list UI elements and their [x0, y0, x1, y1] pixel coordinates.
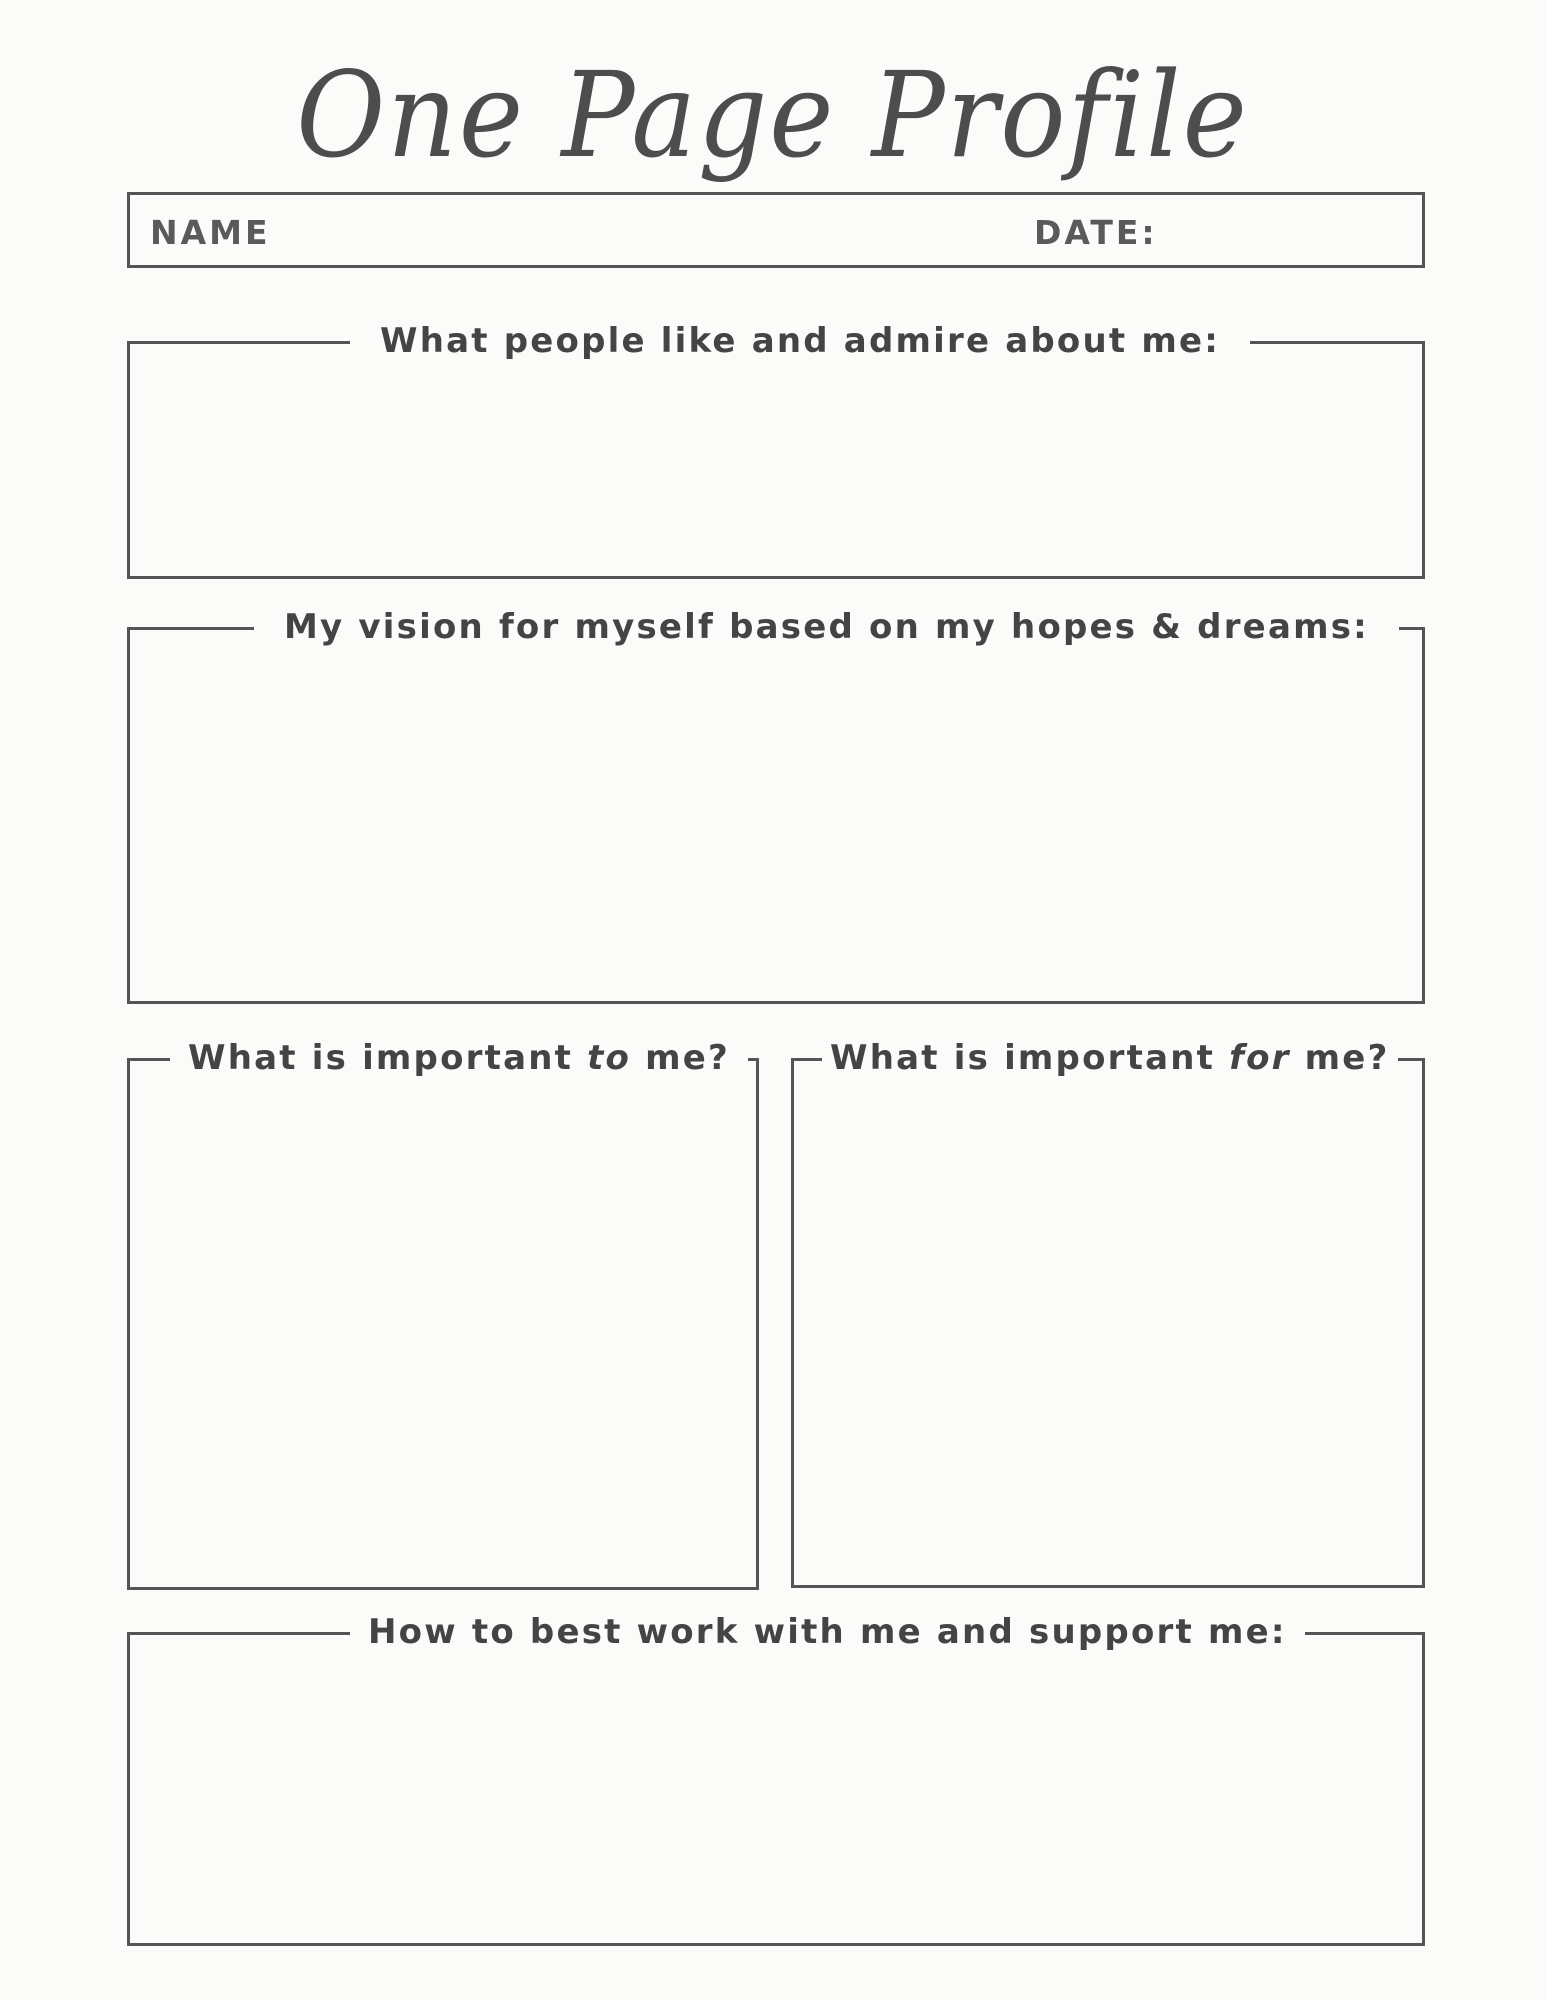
page-title: One Page Profile [296, 46, 1249, 184]
vision-section-box[interactable] [127, 607, 1425, 1004]
important-to-me-label-prefix: What is important [188, 1038, 588, 1078]
important-for-me-label-suffix: me? [1290, 1038, 1390, 1078]
important-to-me-label [170, 1033, 748, 1083]
support-section-label: How to best work with me and support me: [350, 1607, 1305, 1657]
important-for-me-label-emphasis: for [1229, 1038, 1291, 1078]
important-to-me-label-suffix: me? [631, 1038, 730, 1078]
vision-section-label: My vision for myself based on my hopes & dreams: [254, 602, 1399, 652]
date-label: DATE: [1034, 213, 1158, 252]
important-to-me-label-emphasis: to [587, 1038, 632, 1078]
important-for-me-label-prefix: What is important [830, 1038, 1230, 1078]
support-section-box[interactable] [127, 1612, 1425, 1946]
name-label: NAME [150, 213, 271, 252]
name-date-field[interactable] [127, 192, 1425, 268]
important-for-me-label [822, 1033, 1398, 1083]
admire-section-box[interactable] [127, 321, 1425, 579]
important-to-me-box[interactable] [127, 1038, 759, 1590]
important-for-me-box[interactable] [791, 1038, 1425, 1588]
admire-section-label: What people like and admire about me: [350, 316, 1250, 366]
